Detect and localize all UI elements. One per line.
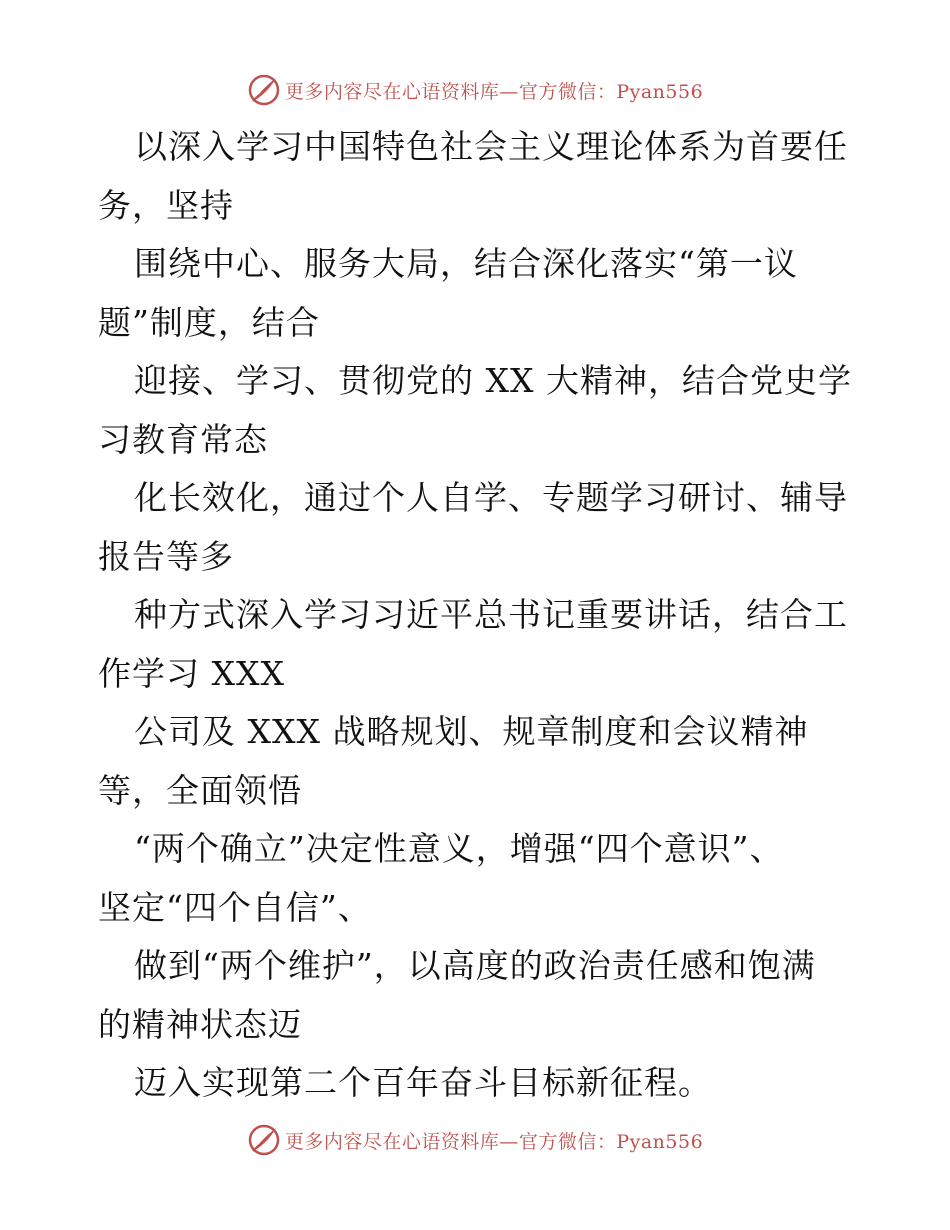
body-line: “两个确立”决定性意义，增强“四个意识”、 xyxy=(134,829,784,868)
body-line: 以深入学习中国特色社会主义理论体系为首要任 xyxy=(134,127,848,166)
body-line: 务，坚持 xyxy=(98,185,234,225)
footer-banner xyxy=(0,1120,950,1160)
body-line: 迈入实现第二个百年奋斗目标新征程。 xyxy=(134,1063,712,1102)
body-line: 习教育常态 xyxy=(98,419,268,459)
body-line: 做到“两个维护”，以高度的政治责任感和饱满 xyxy=(134,946,816,985)
body-line: 作学习 XXX xyxy=(98,653,285,693)
quill-logo-icon xyxy=(247,1123,281,1157)
body-line: 围绕中心、服务大局，结合深化落实“第一议 xyxy=(134,244,798,283)
body-line: 报告等多 xyxy=(98,536,234,576)
body-line: 迎接、学习、贯彻党的 XX 大精神，结合党史学 xyxy=(134,361,852,400)
body-line: 的精神状态迈 xyxy=(98,1004,302,1044)
header-banner xyxy=(0,70,950,110)
body-line: 坚定“四个自信”、 xyxy=(98,887,372,927)
header-banner-text: 更多内容尽在心语资料库—官方微信：Pyan556 xyxy=(284,80,704,103)
footer-banner-text: 更多内容尽在心语资料库—官方微信：Pyan556 xyxy=(284,1130,704,1153)
body-line: 化长效化，通过个人自学、专题学习研讨、辅导 xyxy=(134,478,848,517)
body-line: 种方式深入学习习近平总书记重要讲话，结合工 xyxy=(134,595,848,634)
document-body xyxy=(98,118,858,1113)
body-line: 等，全面领悟 xyxy=(98,770,302,810)
body-line: 公司及 XXX 战略规划、规章制度和会议精神 xyxy=(134,712,809,751)
body-line: 题”制度，结合 xyxy=(98,302,320,342)
quill-logo-icon xyxy=(247,73,281,107)
